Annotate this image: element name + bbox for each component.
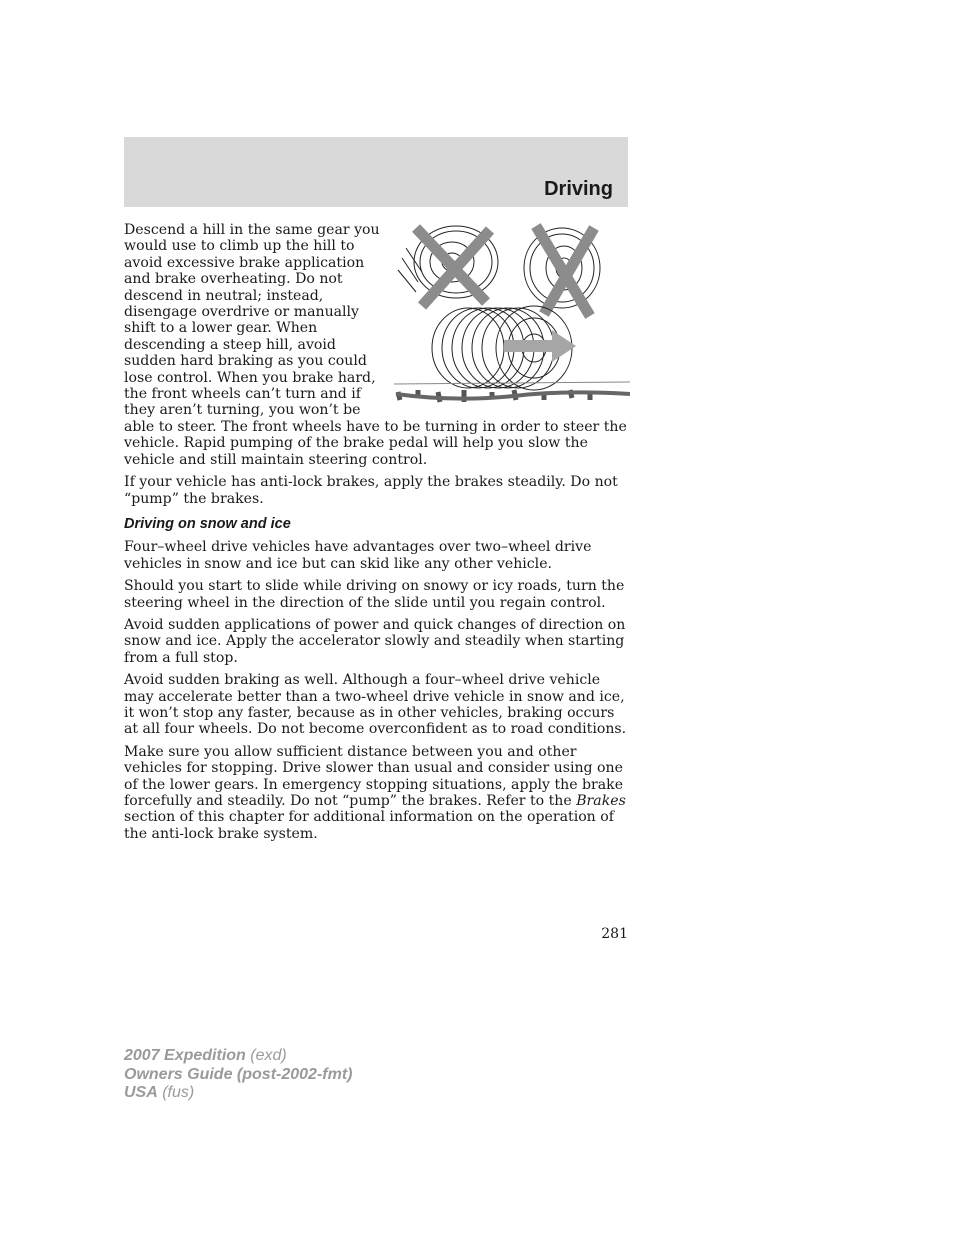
footer-guide: Owners Guide (post-2002-fmt) xyxy=(124,1065,353,1083)
paragraph-anti-lock: If your vehicle has anti-lock brakes, apply the brakes steadily. Do not “pump” the brakes. xyxy=(124,474,618,507)
paragraph-stopping-distance xyxy=(124,744,630,842)
page-number: 281 xyxy=(601,926,628,942)
footer-line-2 xyxy=(124,1066,352,1085)
footer-model: 2007 Expedition xyxy=(124,1047,246,1064)
rolling-tires-arrow-icon xyxy=(394,306,630,402)
section-header xyxy=(124,137,628,207)
brakes-reference: Brakes xyxy=(576,793,626,809)
page-content xyxy=(124,222,630,848)
skidding-tire-crossed-icon xyxy=(398,226,498,306)
tire-braking-illustration xyxy=(394,222,630,412)
paragraph-power: Avoid sudden applications of power and quick changes of direction on snow and ice. Apply the accelerator slowly and steadily when starting from a full stop. xyxy=(124,616,626,666)
footer-market: USA xyxy=(124,1084,158,1101)
footer-line-3 xyxy=(124,1084,352,1103)
footer-market-code: (fus) xyxy=(157,1084,195,1101)
paragraph-descend-hill: Descend a hill in the same gear you would use to climb up the hill to avoid excessive brake application and brake overheating. Do not descend in neutral; instead, disengage overdrive or manually shift to a lower gear. When descending a steep hill, avoid sudden hard braking as you could lose control. When you brake hard, the front wheels can’t turn and if they aren’t turning, you won’t be able to steer. The front wheels have to be turning in order to steer the vehicle. Rapid pumping of the brake pedal will help you slow the vehicle and still maintain steering control. xyxy=(124,222,627,468)
text-segment: section of this chapter for additional information on the operation of the anti-lock brake system. xyxy=(124,809,614,842)
document-footer xyxy=(124,1047,352,1103)
paragraph-four-wheel: Four–wheel drive vehicles have advantages over two–wheel drive vehicles in snow and ice but can skid like any other vehicle. xyxy=(124,539,592,572)
section-title: Driving xyxy=(544,178,613,200)
subheading-snow-ice: Driving on snow and ice xyxy=(124,515,291,532)
footer-model-code: (exd) xyxy=(245,1047,287,1064)
spinning-tire-crossed-icon xyxy=(524,226,600,316)
footer-line-1 xyxy=(124,1047,352,1066)
paragraph-sudden-braking: Avoid sudden braking as well. Although a four–wheel drive vehicle may accelerate better than a two-wheel drive vehicle in snow and ice, it won’t stop any faster, because as in other vehicles, braking occurs at all four wheels. Do not become overconfident as to road conditions. xyxy=(124,672,627,738)
text-segment: Make sure you allow sufficient distance between you and other vehicles for stopping. Drive slower than usual and consider using one of the lower gears. In emergency stopping situations, apply the brake forcefully and steadily. Do not “pump” the brakes. Refer to the xyxy=(124,743,624,809)
paragraph-slide: Should you start to slide while driving on snowy or icy roads, turn the steering wheel in the direction of the slide until you regain control. xyxy=(124,578,625,611)
